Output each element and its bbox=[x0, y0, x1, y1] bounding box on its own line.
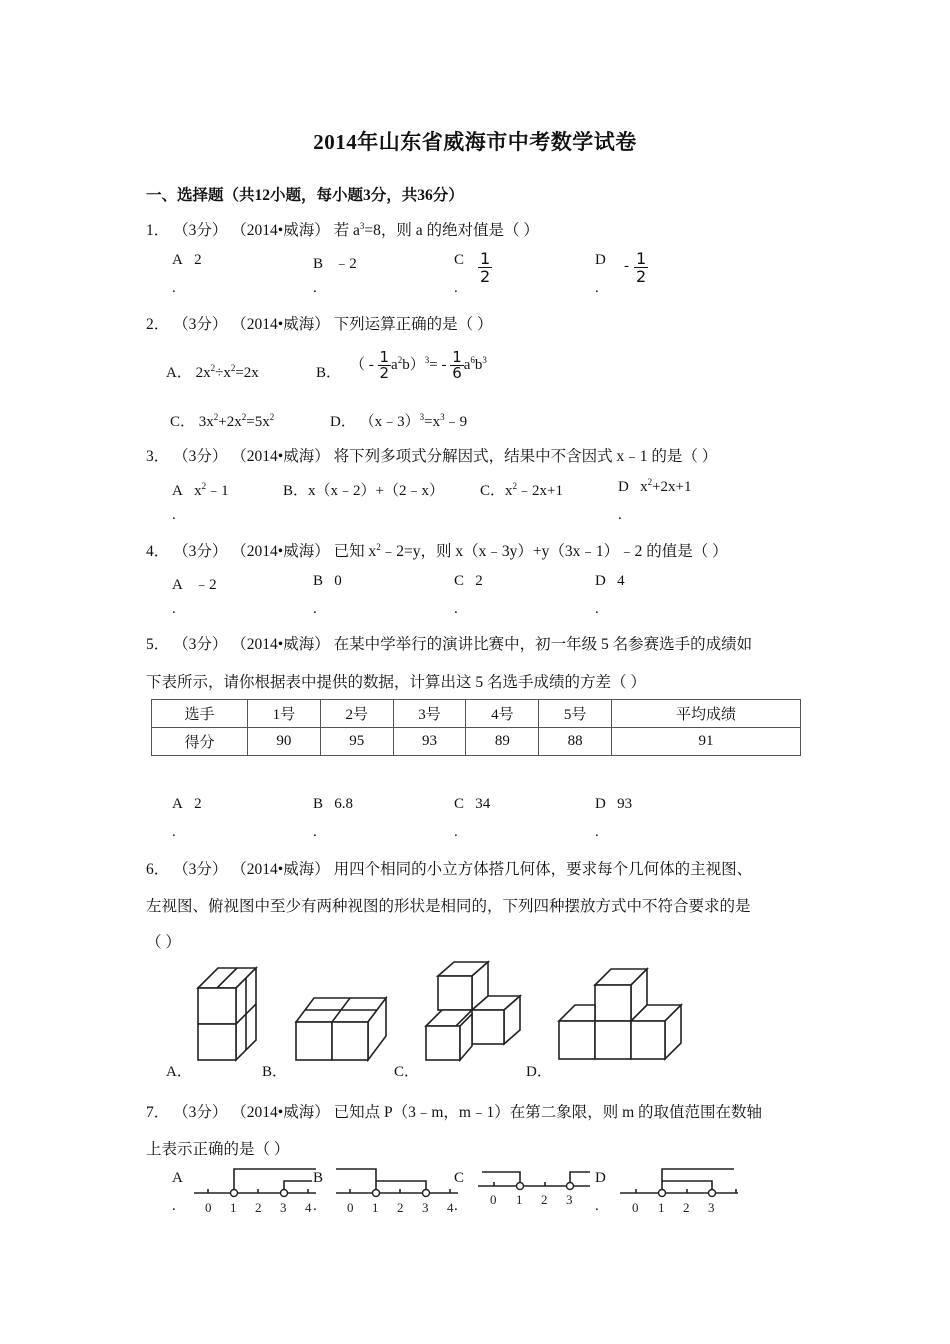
numerator: 1 bbox=[636, 249, 647, 268]
q7-option-b[interactable]: B bbox=[313, 1170, 324, 1186]
question-4 bbox=[146, 539, 728, 561]
q1-option-d[interactable] bbox=[595, 252, 606, 269]
question-number: 7． bbox=[146, 1104, 170, 1121]
option-letter: B bbox=[313, 796, 324, 812]
option-letter: D bbox=[595, 796, 606, 812]
question-score: （3分） bbox=[173, 543, 228, 560]
q2-option-c[interactable]: C． $3x^2+2x^2=5x^2$ bbox=[170, 412, 275, 430]
table-cell: 90 bbox=[248, 728, 321, 756]
option-dot: . bbox=[595, 601, 599, 617]
question-text: =8，则 a 的绝对值是（ ） bbox=[364, 222, 539, 239]
question-score: （3分） bbox=[173, 316, 228, 333]
q5-option-c[interactable] bbox=[454, 796, 490, 813]
option-letter: D bbox=[595, 252, 606, 268]
q2-option-a[interactable]: A． $2x^2\div x^2=2x$ bbox=[166, 363, 259, 381]
tick-label: 4 bbox=[305, 1200, 312, 1215]
option-dot: . bbox=[454, 280, 458, 296]
option-dot: . bbox=[172, 507, 176, 523]
q1-option-c[interactable] bbox=[454, 252, 464, 269]
question-text: 若 a bbox=[333, 222, 360, 239]
open-point-1 bbox=[373, 1190, 380, 1197]
option-dot: . bbox=[595, 1198, 599, 1214]
question-text-line3: （ ） bbox=[146, 934, 181, 951]
table-cell: 89 bbox=[466, 728, 539, 756]
tick-label: 1 bbox=[230, 1200, 237, 1215]
option-dot: . bbox=[172, 1198, 176, 1214]
table-cell: 5号 bbox=[539, 700, 612, 728]
q7-option-d[interactable]: D bbox=[595, 1170, 606, 1186]
question-number: 5． bbox=[146, 636, 170, 653]
exponent: 2 bbox=[376, 542, 381, 552]
question-text-line2: 上表示正确的是（ ） bbox=[146, 1141, 290, 1158]
question-source: （2014•威海） bbox=[231, 222, 330, 239]
q4-option-a[interactable] bbox=[172, 573, 217, 594]
option-value: 4 bbox=[617, 573, 625, 589]
question-text: 在某中学举行的演讲比赛中，初一年级 5 名参赛选手的成绩如 bbox=[333, 636, 753, 653]
question-text-line2: 左视图、俯视图中至少有两种视图的形状是相同的，下列四种摆放方式中不符合要求的是 bbox=[146, 898, 751, 915]
question-text: 已知点 P（3﹣m，m﹣1）在第二象限，则 m 的取值范围在数轴 bbox=[333, 1104, 763, 1121]
score-table bbox=[151, 699, 801, 756]
option-value: 34 bbox=[475, 796, 491, 812]
tick-label: 3 bbox=[422, 1200, 429, 1215]
question-1 bbox=[146, 218, 539, 240]
option-value: 2 bbox=[194, 252, 202, 268]
question-number: 1． bbox=[146, 222, 170, 239]
option-letter: A bbox=[172, 483, 183, 499]
denominator: 2 bbox=[636, 267, 647, 286]
q6-option-a[interactable]: A． bbox=[166, 1064, 192, 1080]
option-dot: . bbox=[618, 507, 622, 523]
question-number: 6． bbox=[146, 861, 170, 878]
question-2 bbox=[146, 312, 492, 334]
tick-label: 1 bbox=[658, 1200, 665, 1215]
question-text: 下列运算正确的是（ ） bbox=[333, 316, 493, 333]
option-letter: D bbox=[618, 479, 629, 495]
option-dot: . bbox=[313, 280, 317, 296]
tick-label: 4 bbox=[447, 1200, 454, 1215]
q4-option-d[interactable] bbox=[595, 573, 625, 590]
q2-option-d[interactable]: D． $(x﹣3)^3=x^3﹣9$ bbox=[330, 412, 468, 430]
q5-option-d[interactable] bbox=[595, 796, 632, 813]
option-dot: . bbox=[313, 824, 317, 840]
tick-label: 3 bbox=[280, 1200, 287, 1215]
question-score: （3分） bbox=[173, 448, 228, 465]
q6-option-c[interactable]: C． bbox=[394, 1064, 420, 1080]
option-dot: . bbox=[454, 601, 458, 617]
question-number: 3． bbox=[146, 448, 170, 465]
option-letter: C bbox=[454, 796, 465, 812]
q1-option-a[interactable] bbox=[172, 252, 202, 269]
question-text: 用四个相同的小立方体搭几何体，要求每个几何体的主视图、 bbox=[333, 861, 753, 878]
question-text-line2: 下表所示，请你根据表中提供的数据，计算出这 5 名选手成绩的方差（ ） bbox=[146, 674, 646, 691]
table-header-row bbox=[152, 700, 801, 728]
table-row bbox=[152, 728, 801, 756]
q3-option-a[interactable]: A $x^2﹣1$ bbox=[172, 481, 229, 499]
question-text: 已知 x bbox=[333, 543, 377, 560]
numerator: 1 bbox=[480, 249, 491, 268]
q4-option-b[interactable] bbox=[313, 573, 342, 590]
option-dot: . bbox=[172, 280, 176, 296]
open-point-1 bbox=[517, 1183, 524, 1190]
number-line-d bbox=[620, 1165, 738, 1217]
q7-option-a[interactable]: A bbox=[172, 1170, 183, 1186]
option-value: 6.8 bbox=[334, 796, 354, 812]
option-letter: C bbox=[454, 573, 465, 589]
number-line-a bbox=[194, 1165, 316, 1217]
question-text: 将下列多项式分解因式，结果中不含因式 x﹣1 的是（ ） bbox=[333, 448, 718, 465]
tick-label: 0 bbox=[205, 1200, 212, 1215]
q5-option-a[interactable] bbox=[172, 796, 202, 813]
table-cell: 95 bbox=[320, 728, 393, 756]
question-7 bbox=[146, 1100, 762, 1122]
q3-option-d[interactable]: D $x^2+2x+1$ bbox=[618, 477, 692, 495]
q3-option-b[interactable]: B．x（x﹣2）+（2﹣x） bbox=[283, 483, 444, 499]
table-cell: 93 bbox=[393, 728, 466, 756]
question-source: （2014•威海） bbox=[231, 636, 330, 653]
tick-label: 0 bbox=[632, 1200, 639, 1215]
option-letter: A bbox=[172, 796, 183, 812]
tick-label: 3 bbox=[708, 1200, 715, 1215]
table-cell: 2号 bbox=[320, 700, 393, 728]
cube-figure-c bbox=[420, 960, 525, 1062]
q6-option-b[interactable]: B． bbox=[262, 1064, 288, 1080]
question-source: （2014•威海） bbox=[231, 316, 330, 333]
question-source: （2014•威海） bbox=[231, 543, 330, 560]
cube-figure-a bbox=[190, 960, 265, 1062]
tick-label: 3 bbox=[566, 1192, 573, 1207]
option-value: 2 bbox=[475, 573, 483, 589]
page-title: 2014年山东省威海市中考数学试卷 bbox=[313, 130, 637, 154]
table-cell: 91 bbox=[612, 728, 801, 756]
question-5 bbox=[146, 632, 752, 654]
question-source: （2014•威海） bbox=[231, 861, 330, 878]
option-dot: . bbox=[454, 824, 458, 840]
option-letter: D bbox=[595, 573, 606, 589]
option-dot: . bbox=[595, 280, 599, 296]
open-point-1 bbox=[231, 1190, 238, 1197]
open-point-3 bbox=[281, 1190, 288, 1197]
question-score: （3分） bbox=[173, 636, 228, 653]
cube-figure-d bbox=[553, 965, 685, 1061]
tick-label: 2 bbox=[541, 1192, 548, 1207]
q3-option-c[interactable]: C．$x^2﹣2x+1$ bbox=[480, 481, 563, 499]
table-cell: 1号 bbox=[248, 700, 321, 728]
open-point-3 bbox=[567, 1183, 574, 1190]
question-source: （2014•威海） bbox=[231, 1104, 330, 1121]
q1-option-b[interactable] bbox=[313, 252, 357, 273]
table-cell: 88 bbox=[539, 728, 612, 756]
option-dot: . bbox=[172, 824, 176, 840]
q5-option-b[interactable] bbox=[313, 796, 353, 813]
number-line-b bbox=[336, 1165, 458, 1217]
question-score: （3分） bbox=[173, 1104, 228, 1121]
option-letter: B bbox=[313, 256, 324, 272]
q4-option-c[interactable] bbox=[454, 573, 483, 590]
q2-option-b[interactable] bbox=[316, 361, 341, 382]
option-letter: C． bbox=[170, 414, 196, 430]
table-cell: 得分 bbox=[152, 728, 248, 756]
option-letter: B bbox=[313, 573, 324, 589]
section-heading: 一、选择题（共12小题，每小题3分，共36分） bbox=[146, 187, 464, 204]
tick-label: 0 bbox=[490, 1192, 497, 1207]
denominator: 2 bbox=[480, 267, 491, 286]
open-point-1 bbox=[659, 1190, 666, 1197]
q2-b-expression: （ - $\frac{1}{2}$ $a^2b)^3=$ - $\frac{1}{6}$ $a^6b^3$ bbox=[350, 348, 487, 382]
question-text: ﹣2=y，则 x（x﹣3y）+y（3x﹣1）﹣2 的值是（ ） bbox=[380, 543, 728, 560]
option-dot: . bbox=[595, 824, 599, 840]
tick-label: 1 bbox=[516, 1192, 523, 1207]
question-6 bbox=[146, 857, 752, 879]
q1-d-fraction bbox=[634, 250, 648, 285]
option-letter: D． bbox=[330, 414, 356, 430]
question-score: （3分） bbox=[173, 222, 228, 239]
question-score: （3分） bbox=[173, 861, 228, 878]
option-letter: C bbox=[454, 252, 465, 268]
option-value: 2 bbox=[194, 796, 202, 812]
cube-figure-b bbox=[290, 992, 390, 1062]
q7-option-c[interactable]: C bbox=[454, 1170, 465, 1186]
option-value: ﹣2 bbox=[334, 256, 357, 272]
tick-label: 2 bbox=[255, 1200, 262, 1215]
question-number: 4． bbox=[146, 543, 170, 560]
tick-label: 2 bbox=[397, 1200, 404, 1215]
option-value: ﹣2 bbox=[194, 577, 217, 593]
q1-c-fraction bbox=[478, 250, 492, 285]
question-3 bbox=[146, 444, 717, 466]
q6-option-d[interactable]: D． bbox=[526, 1064, 552, 1080]
minus-sign: - bbox=[624, 258, 629, 274]
option-letter: C． bbox=[480, 483, 506, 499]
table-cell: 平均成绩 bbox=[612, 700, 801, 728]
table-cell: 4号 bbox=[466, 700, 539, 728]
option-dot: . bbox=[454, 1198, 458, 1214]
option-dot: . bbox=[313, 601, 317, 617]
open-point-3 bbox=[423, 1190, 430, 1197]
option-letter: A bbox=[172, 577, 183, 593]
number-line-c bbox=[478, 1160, 590, 1212]
question-source: （2014•威海） bbox=[231, 448, 330, 465]
option-letter: A． bbox=[166, 365, 192, 381]
exponent: 3 bbox=[359, 221, 365, 231]
table-cell: 3号 bbox=[393, 700, 466, 728]
option-dot: . bbox=[313, 1198, 317, 1214]
option-value: 0 bbox=[334, 573, 342, 589]
tick-label: 0 bbox=[347, 1200, 354, 1215]
tick-label: 1 bbox=[372, 1200, 379, 1215]
open-point-3 bbox=[709, 1190, 716, 1197]
tick-label: 2 bbox=[683, 1200, 690, 1215]
option-letter: A bbox=[172, 252, 183, 268]
table-cell: 选手 bbox=[152, 700, 248, 728]
option-value: 93 bbox=[617, 796, 633, 812]
option-dot: . bbox=[172, 601, 176, 617]
option-letter: B． bbox=[316, 365, 342, 381]
question-number: 2． bbox=[146, 316, 170, 333]
